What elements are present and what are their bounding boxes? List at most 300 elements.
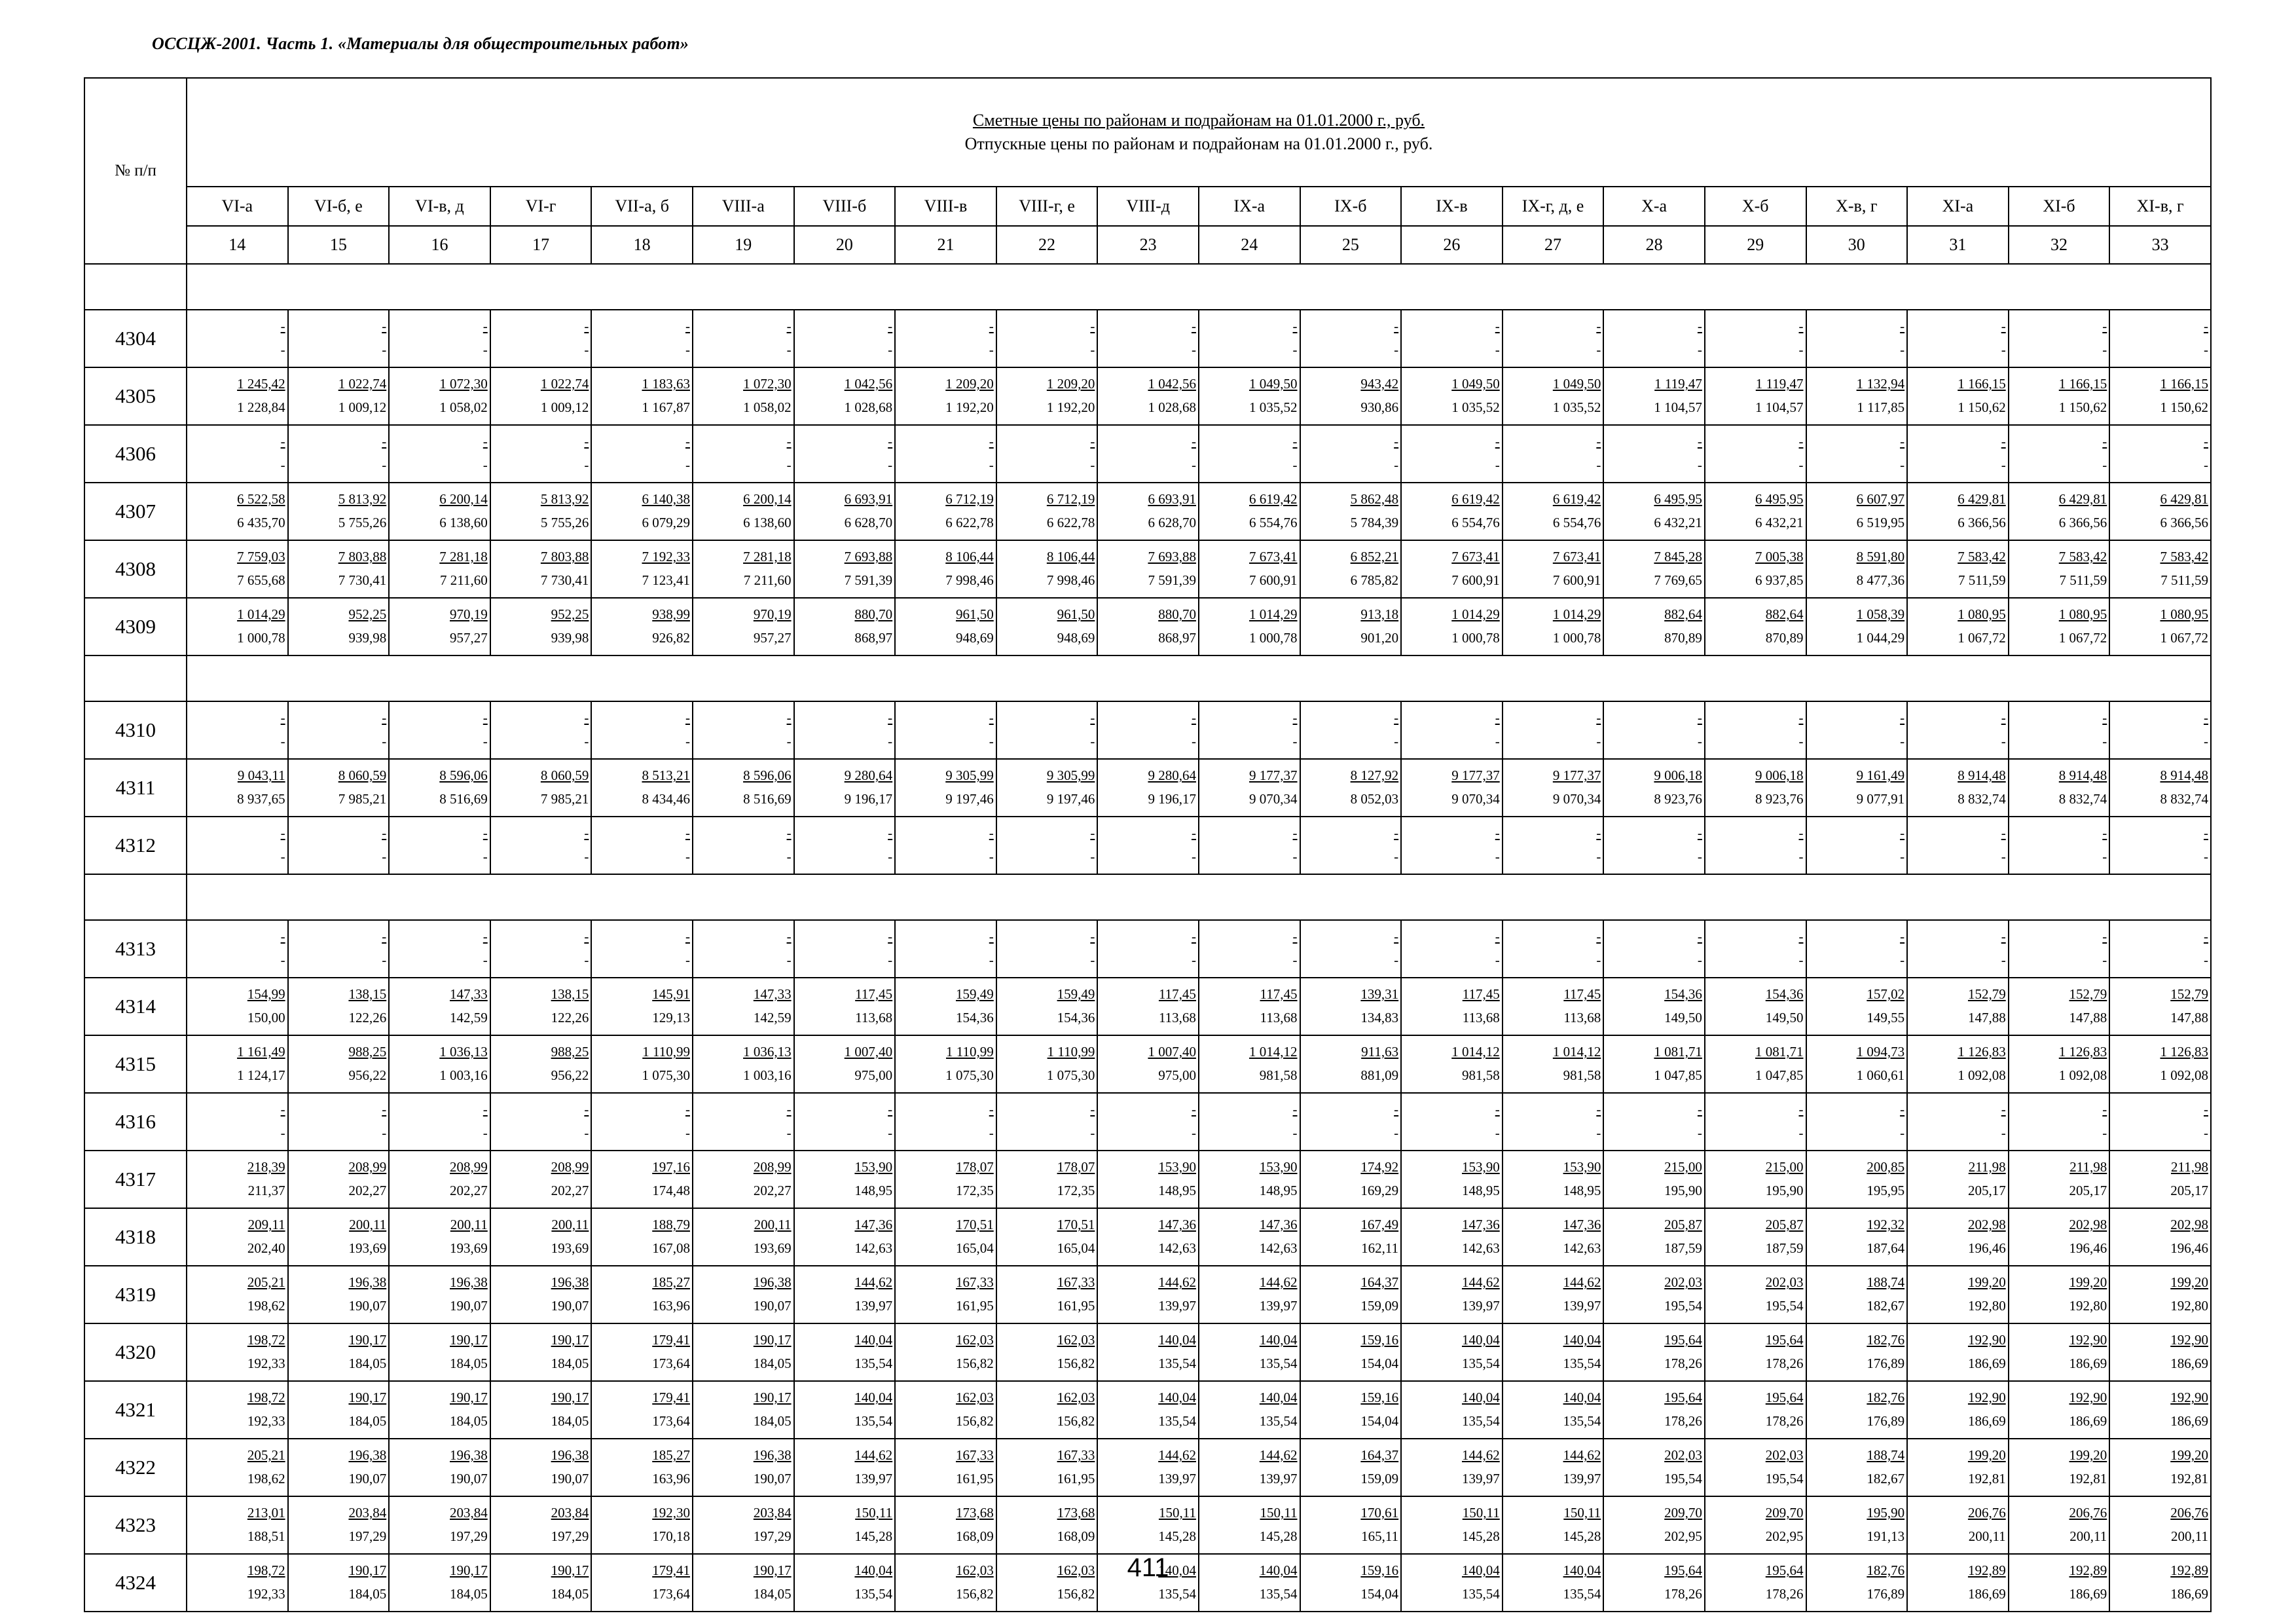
estimated-price: - — [1495, 710, 1500, 726]
release-price: - — [2001, 342, 2006, 358]
estimated-price: 1 119,47 — [1654, 376, 1702, 392]
release-price: 122,26 — [551, 1010, 589, 1025]
estimated-price: 159,16 — [1360, 1332, 1399, 1348]
price-cell — [2109, 367, 2211, 425]
release-price: - — [989, 733, 994, 749]
estimated-price: - — [2001, 929, 2006, 944]
release-price: - — [584, 952, 589, 968]
estimated-price: 144,62 — [1259, 1274, 1298, 1290]
estimated-price: - — [685, 434, 690, 449]
price-cell — [1806, 1323, 1908, 1381]
estimated-price: 5 862,48 — [1350, 491, 1399, 507]
estimated-price: 206,76 — [2170, 1505, 2208, 1521]
price-cell — [591, 425, 693, 483]
price-cell — [1907, 425, 2009, 483]
release-price: 174,48 — [652, 1183, 690, 1198]
estimated-price: 1 080,95 — [2160, 606, 2208, 622]
release-price: 202,40 — [247, 1240, 285, 1256]
estimated-price: - — [483, 434, 488, 449]
release-price: - — [2102, 952, 2107, 968]
release-price: - — [2204, 733, 2208, 749]
release-price: 1 009,12 — [338, 399, 387, 415]
table-row — [84, 1496, 2211, 1554]
estimated-price: 140,04 — [1563, 1332, 1601, 1348]
release-price: - — [2102, 733, 2107, 749]
release-price: 881,09 — [1360, 1067, 1399, 1083]
release-price: 1 003,16 — [439, 1067, 488, 1083]
estimated-price: 202,03 — [1765, 1274, 1804, 1290]
price-cell — [490, 701, 592, 759]
release-price: 193,69 — [450, 1240, 488, 1256]
estimated-price: 961,50 — [956, 606, 994, 622]
estimated-price: 147,33 — [753, 986, 792, 1002]
price-cell — [1603, 1208, 1705, 1266]
region-header: VIII-в — [895, 187, 996, 226]
release-price: 163,96 — [652, 1298, 690, 1314]
estimated-price: - — [1394, 710, 1399, 726]
release-price: 6 138,60 — [743, 515, 792, 530]
estimated-price: 1 080,95 — [2058, 606, 2107, 622]
price-cell — [895, 540, 996, 598]
release-price: - — [1798, 457, 1804, 473]
estimated-price: 1 094,73 — [1856, 1044, 1905, 1060]
price-cell — [1199, 978, 1300, 1035]
price-cell — [1907, 483, 2009, 540]
estimated-price: 7 005,38 — [1755, 549, 1804, 564]
release-price: 7 591,39 — [1148, 572, 1196, 588]
estimated-price: 7 281,18 — [439, 549, 488, 564]
price-cell — [2109, 1266, 2211, 1323]
estimated-price: 1 081,71 — [1755, 1044, 1804, 1060]
estimated-price: - — [1596, 318, 1601, 334]
release-price: - — [382, 849, 387, 864]
row-number: 4313 — [84, 920, 187, 978]
release-price: 926,82 — [652, 630, 690, 646]
section-cell — [84, 874, 187, 920]
price-cell — [1300, 1496, 1402, 1554]
price-cell — [1603, 1035, 1705, 1093]
estimated-price: 200,11 — [551, 1217, 589, 1232]
estimated-price: - — [584, 1101, 589, 1117]
price-cell — [2009, 1208, 2110, 1266]
estimated-price: - — [1090, 710, 1095, 726]
release-price: 1 058,02 — [439, 399, 488, 415]
estimated-price: 190,17 — [753, 1332, 792, 1348]
estimated-price: 1 110,99 — [946, 1044, 994, 1060]
release-price: 163,96 — [652, 1471, 690, 1486]
price-cell — [1401, 759, 1503, 817]
release-price: - — [685, 952, 690, 968]
row-number: 4315 — [84, 1035, 187, 1093]
price-cell — [389, 701, 490, 759]
estimated-price: - — [1596, 929, 1601, 944]
price-cell — [1199, 483, 1300, 540]
price-cell — [693, 483, 794, 540]
release-price: 188,51 — [247, 1528, 285, 1544]
release-price: 197,29 — [551, 1528, 589, 1544]
release-price: 7 211,60 — [743, 572, 792, 588]
estimated-price: 140,04 — [1461, 1332, 1500, 1348]
release-price: 173,64 — [652, 1413, 690, 1429]
table-row — [84, 701, 2211, 759]
release-price: - — [1292, 952, 1298, 968]
price-cell — [693, 1093, 794, 1151]
estimated-price: 138,15 — [551, 986, 589, 1002]
release-price: 142,63 — [1158, 1240, 1196, 1256]
price-cell — [693, 1208, 794, 1266]
release-price: 190,07 — [450, 1471, 488, 1486]
release-price: 184,05 — [753, 1356, 792, 1371]
section-cell — [187, 874, 2211, 920]
price-cell — [1199, 920, 1300, 978]
release-price: - — [685, 342, 690, 358]
estimated-price: 7 759,03 — [237, 549, 285, 564]
release-price: 135,54 — [1158, 1356, 1196, 1371]
estimated-price: 188,79 — [652, 1217, 690, 1232]
price-cell — [187, 1496, 288, 1554]
estimated-price: 159,16 — [1360, 1562, 1399, 1578]
region-header: VIII-а — [693, 187, 794, 226]
estimated-price: 208,99 — [551, 1159, 589, 1175]
estimated-price: 8 596,06 — [439, 767, 488, 783]
price-cell — [591, 1496, 693, 1554]
estimated-price: - — [1394, 318, 1399, 334]
estimated-price: 162,03 — [956, 1562, 994, 1578]
price-cell — [1401, 1323, 1503, 1381]
estimated-price: 1 014,29 — [1552, 606, 1601, 622]
price-cell — [693, 367, 794, 425]
price-cell — [1300, 920, 1402, 978]
estimated-price: 1 036,13 — [439, 1044, 488, 1060]
column-number: 20 — [794, 226, 896, 264]
estimated-price: - — [1292, 710, 1298, 726]
table-title-estimated: Сметные цены по районам и подрайонам на 01.01.2000 г., руб. — [972, 111, 1425, 130]
estimated-price: 159,16 — [1360, 1390, 1399, 1405]
price-cell — [591, 1208, 693, 1266]
price-cell — [490, 1266, 592, 1323]
row-number: 4317 — [84, 1151, 187, 1208]
estimated-price: - — [2001, 710, 2006, 726]
table-row — [84, 1381, 2211, 1439]
estimated-price: - — [280, 929, 285, 944]
price-cell — [591, 367, 693, 425]
release-price: - — [280, 733, 285, 749]
release-price: 192,81 — [1967, 1471, 2006, 1486]
release-price: 192,33 — [247, 1413, 285, 1429]
estimated-price: 1 014,12 — [1451, 1044, 1500, 1060]
estimated-price: - — [1495, 318, 1500, 334]
estimated-price: 192,30 — [652, 1505, 690, 1521]
estimated-price: 1 042,56 — [844, 376, 893, 392]
release-price: 172,35 — [956, 1183, 994, 1198]
price-cell — [187, 540, 288, 598]
price-cell — [1705, 817, 1806, 874]
estimated-price: 157,02 — [1867, 986, 1905, 1002]
estimated-price: - — [1495, 434, 1500, 449]
estimated-price: - — [584, 710, 589, 726]
release-price: 200,11 — [1968, 1528, 2006, 1544]
price-cell — [187, 817, 288, 874]
release-price: 1 028,68 — [1148, 399, 1196, 415]
release-price: 135,54 — [1563, 1413, 1601, 1429]
estimated-price: 117,45 — [1563, 986, 1601, 1002]
price-cell — [1199, 701, 1300, 759]
price-cell — [490, 1035, 592, 1093]
release-price: 154,04 — [1360, 1586, 1399, 1602]
estimated-price: 139,31 — [1360, 986, 1399, 1002]
release-price: - — [2001, 849, 2006, 864]
price-cell — [1199, 759, 1300, 817]
price-cell — [895, 1323, 996, 1381]
price-cell — [1199, 817, 1300, 874]
release-price: - — [1596, 1125, 1601, 1141]
estimated-price: 150,11 — [1462, 1505, 1500, 1521]
estimated-price: 196,38 — [753, 1274, 792, 1290]
price-cell — [1503, 978, 1604, 1035]
price-cell — [1603, 920, 1705, 978]
estimated-price: 8 914,48 — [2160, 767, 2208, 783]
price-cell — [794, 920, 896, 978]
estimated-price: 202,98 — [1967, 1217, 2006, 1232]
release-price: - — [2204, 457, 2208, 473]
price-cell — [895, 598, 996, 655]
release-price: 178,26 — [1664, 1356, 1702, 1371]
release-price: - — [1900, 342, 1905, 358]
price-cell — [2009, 483, 2110, 540]
price-cell — [794, 1323, 896, 1381]
estimated-price: - — [989, 710, 994, 726]
row-number: 4322 — [84, 1439, 187, 1496]
estimated-price: 190,17 — [551, 1332, 589, 1348]
page-header: ОССЦЖ-2001. Часть 1. «Материалы для общестроительных работ» — [152, 34, 689, 53]
release-price: 190,07 — [551, 1298, 589, 1314]
estimated-price: 140,04 — [854, 1390, 893, 1405]
estimated-price: - — [1090, 318, 1095, 334]
price-cell — [794, 1151, 896, 1208]
estimated-price: 140,04 — [1259, 1332, 1298, 1348]
estimated-price: 205,87 — [1664, 1217, 1702, 1232]
price-cell — [1705, 367, 1806, 425]
release-price: 145,28 — [854, 1528, 893, 1544]
release-price: 161,95 — [956, 1298, 994, 1314]
estimated-price: 5 813,92 — [338, 491, 387, 507]
price-cell — [1503, 1266, 1604, 1323]
price-cell — [1503, 1093, 1604, 1151]
release-price: 139,97 — [1158, 1298, 1196, 1314]
release-price: - — [1394, 342, 1399, 358]
estimated-price: 1 022,74 — [540, 376, 589, 392]
price-cell — [1503, 759, 1604, 817]
column-number: 26 — [1401, 226, 1503, 264]
release-price: 190,07 — [551, 1471, 589, 1486]
release-price: 184,05 — [551, 1413, 589, 1429]
estimated-price: 190,17 — [450, 1390, 488, 1405]
release-price: 1 104,57 — [1654, 399, 1702, 415]
price-cell — [490, 1093, 592, 1151]
release-price: - — [1191, 849, 1196, 864]
column-number: 24 — [1199, 226, 1300, 264]
price-cell — [490, 759, 592, 817]
estimated-price: 8 127,92 — [1350, 767, 1399, 783]
release-price: 113,68 — [1462, 1010, 1500, 1025]
price-cell — [591, 817, 693, 874]
price-cell — [693, 701, 794, 759]
estimated-price: 150,11 — [1158, 1505, 1196, 1521]
release-price: 1 067,72 — [2058, 630, 2107, 646]
estimated-price: 190,17 — [450, 1562, 488, 1578]
estimated-price: 179,41 — [652, 1562, 690, 1578]
estimated-price: - — [1798, 1101, 1804, 1117]
estimated-price: 1 126,83 — [1958, 1044, 2006, 1060]
release-price: - — [989, 342, 994, 358]
release-price: - — [1292, 733, 1298, 749]
price-cell — [996, 540, 1098, 598]
price-cell — [389, 425, 490, 483]
estimated-price: 195,64 — [1664, 1562, 1702, 1578]
price-cell — [1503, 540, 1604, 598]
estimated-price: 182,76 — [1867, 1562, 1905, 1578]
release-price: 1 150,62 — [2058, 399, 2107, 415]
price-cell — [288, 310, 390, 367]
price-cell — [288, 759, 390, 817]
release-price: 1 192,20 — [1046, 399, 1095, 415]
estimated-price: 1 209,20 — [945, 376, 994, 392]
release-price: 161,95 — [956, 1471, 994, 1486]
estimated-price: 150,11 — [1260, 1505, 1298, 1521]
estimated-price: 1 245,42 — [237, 376, 285, 392]
price-cell — [2009, 1439, 2110, 1496]
estimated-price: 9 305,99 — [1046, 767, 1095, 783]
release-price: 9 077,91 — [1856, 791, 1905, 807]
release-price: 134,83 — [1360, 1010, 1399, 1025]
price-cell — [1097, 1035, 1199, 1093]
estimated-price: - — [1090, 825, 1095, 841]
estimated-price: - — [1292, 929, 1298, 944]
release-price: 1 000,78 — [1249, 630, 1298, 646]
release-price: 1 028,68 — [844, 399, 893, 415]
release-price: 1 000,78 — [1451, 630, 1500, 646]
estimated-price: 1 036,13 — [743, 1044, 792, 1060]
region-header: XI-б — [2009, 187, 2110, 226]
release-price: 195,54 — [1664, 1471, 1702, 1486]
estimated-price: - — [685, 825, 690, 841]
release-price: 165,04 — [956, 1240, 994, 1256]
estimated-price: - — [1900, 710, 1905, 726]
price-cell — [1907, 540, 2009, 598]
price-cell — [794, 817, 896, 874]
estimated-price: 1 014,29 — [1249, 606, 1298, 622]
price-cell — [1907, 920, 2009, 978]
price-cell — [1603, 1093, 1705, 1151]
release-price: 8 832,74 — [2160, 791, 2208, 807]
price-cell — [1097, 1381, 1199, 1439]
estimated-price: 6 200,14 — [743, 491, 792, 507]
estimated-price: 147,33 — [450, 986, 488, 1002]
estimated-price: 1 110,99 — [1047, 1044, 1095, 1060]
estimated-price: 197,16 — [652, 1159, 690, 1175]
estimated-price: 213,01 — [247, 1505, 285, 1521]
estimated-price: 6 852,21 — [1350, 549, 1399, 564]
estimated-price: - — [280, 825, 285, 841]
price-cell — [389, 598, 490, 655]
estimated-price: - — [989, 1101, 994, 1117]
release-price: 6 138,60 — [439, 515, 488, 530]
release-price: - — [1495, 733, 1500, 749]
estimated-price: 203,84 — [551, 1505, 589, 1521]
price-cell — [490, 425, 592, 483]
release-price: 1 035,52 — [1249, 399, 1298, 415]
release-price: 186,69 — [1967, 1413, 2006, 1429]
release-price: - — [584, 849, 589, 864]
price-cell — [794, 1093, 896, 1151]
release-price: 9 196,17 — [1148, 791, 1196, 807]
estimated-price: 211,98 — [2171, 1159, 2208, 1175]
estimated-price: 153,90 — [1461, 1159, 1500, 1175]
price-cell — [490, 817, 592, 874]
estimated-price: 159,49 — [956, 986, 994, 1002]
estimated-price: 6 140,38 — [642, 491, 690, 507]
release-price: 202,95 — [1664, 1528, 1702, 1544]
release-price: - — [1191, 457, 1196, 473]
release-price: 7 769,65 — [1654, 572, 1702, 588]
release-price: 8 937,65 — [237, 791, 285, 807]
estimated-price: 206,76 — [1967, 1505, 2006, 1521]
release-price: 6 519,95 — [1856, 515, 1905, 530]
price-cell — [1503, 1496, 1604, 1554]
estimated-price: 203,84 — [450, 1505, 488, 1521]
price-cell — [1199, 1035, 1300, 1093]
release-price: 1 035,52 — [1451, 399, 1500, 415]
price-cell — [288, 367, 390, 425]
price-cell — [996, 310, 1098, 367]
column-number: 21 — [895, 226, 996, 264]
estimated-price: 147,36 — [1563, 1217, 1601, 1232]
release-price: 147,88 — [1967, 1010, 2006, 1025]
price-cell — [1603, 1496, 1705, 1554]
release-price: 6 622,78 — [1046, 515, 1095, 530]
estimated-price: 140,04 — [1563, 1562, 1601, 1578]
estimated-price: 7 583,42 — [2160, 549, 2208, 564]
estimated-price: - — [1900, 318, 1905, 334]
estimated-price: - — [382, 710, 387, 726]
price-cell — [1705, 598, 1806, 655]
release-price: - — [1596, 733, 1601, 749]
estimated-price: - — [989, 318, 994, 334]
release-price: 191,13 — [1867, 1528, 1905, 1544]
release-price: 113,68 — [1158, 1010, 1196, 1025]
price-cell — [2109, 759, 2211, 817]
estimated-price: 144,62 — [854, 1447, 893, 1463]
price-cell — [288, 1496, 390, 1554]
price-cell — [1705, 1323, 1806, 1381]
release-price: 186,69 — [2170, 1586, 2208, 1602]
price-cell — [187, 1381, 288, 1439]
release-price: 135,54 — [854, 1356, 893, 1371]
release-price: 172,35 — [1057, 1183, 1095, 1198]
estimated-price: 153,90 — [1563, 1159, 1601, 1175]
estimated-price: 6 200,14 — [439, 491, 488, 507]
release-price: - — [2001, 952, 2006, 968]
price-cell — [288, 1093, 390, 1151]
release-price: 139,97 — [1563, 1298, 1601, 1314]
price-cell — [1503, 425, 1604, 483]
estimated-price: 1 166,15 — [2058, 376, 2107, 392]
release-price: 1 035,52 — [1552, 399, 1601, 415]
estimated-price: 1 007,40 — [844, 1044, 893, 1060]
column-number: 25 — [1300, 226, 1402, 264]
release-price: 142,63 — [854, 1240, 893, 1256]
release-price: 7 211,60 — [440, 572, 488, 588]
